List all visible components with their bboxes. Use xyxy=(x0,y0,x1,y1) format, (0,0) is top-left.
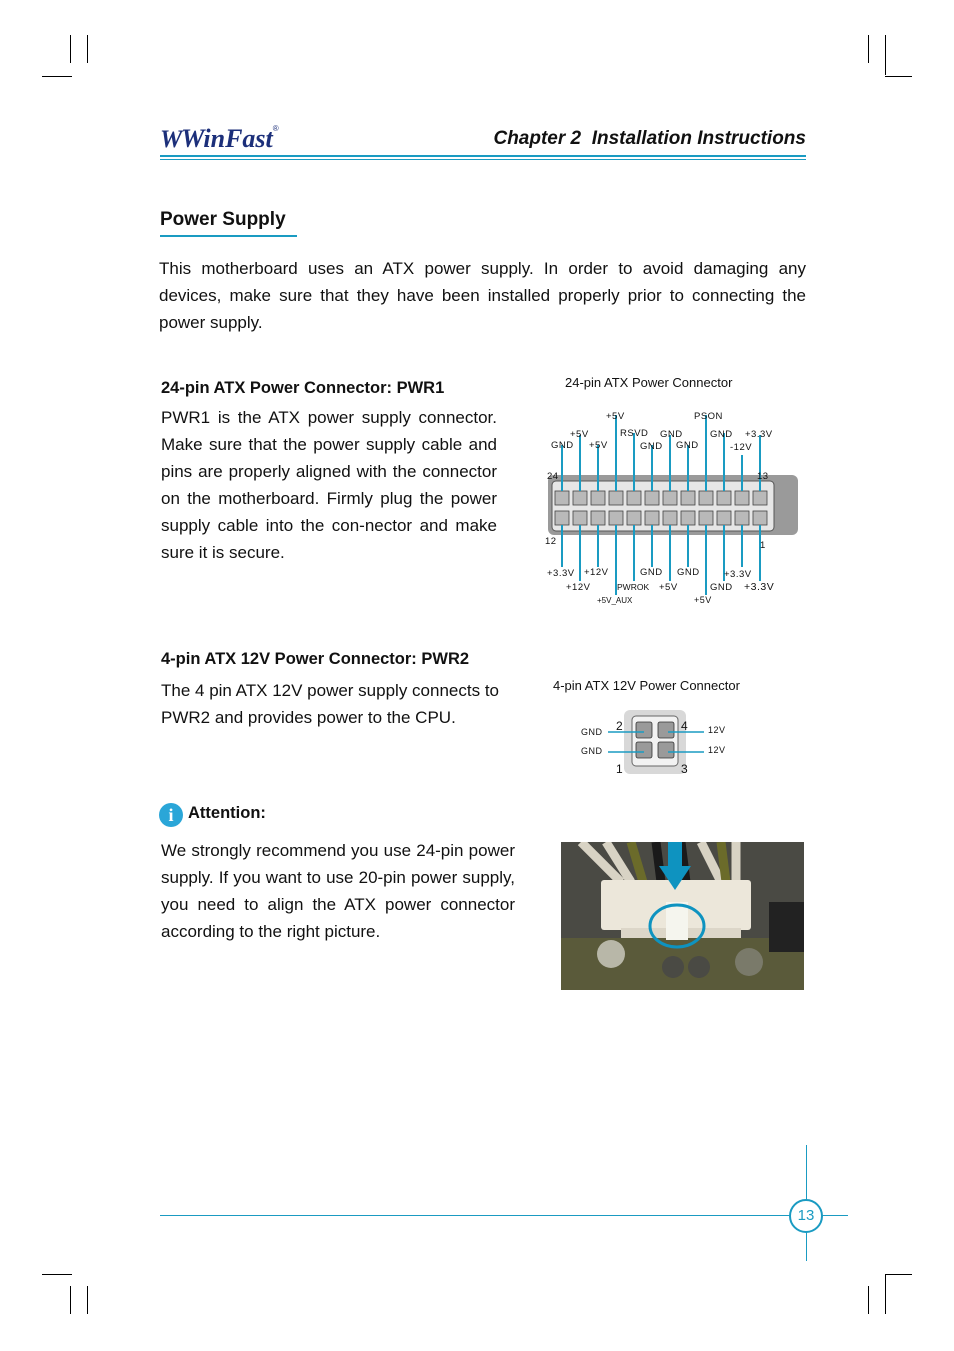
atx24-bottom-label: +12V xyxy=(584,567,609,578)
atx24-pin-24: 24 xyxy=(547,471,559,482)
atx24-pin-13: 13 xyxy=(757,471,769,482)
logo-mark: W xyxy=(160,126,182,153)
atx24-top-label: RSVD xyxy=(620,428,649,439)
pwr1-text: PWR1 is the ATX power supply connector. Make sure that the power supply cable and pins are properly aligned with the connector on the motherboard. Firmly plug the power supply cable into the con-nector and make sure it is secure. xyxy=(161,408,497,562)
atx4-pin-4: 4 xyxy=(681,719,688,733)
atx24-bottom-label: +5V_AUX xyxy=(597,596,633,605)
chapter-heading xyxy=(493,128,806,150)
atx24-bottom-label: +3.3V xyxy=(744,581,775,593)
chapter-number: Chapter 2 xyxy=(493,128,582,149)
atx24-bottom-label: +5V xyxy=(694,595,712,605)
header-rule-thin xyxy=(160,159,806,160)
atx4-left-label: GND xyxy=(581,727,603,737)
highlight-circle xyxy=(647,902,707,952)
atx24-pin-12: 12 xyxy=(545,536,557,547)
atx4-left-label: GND xyxy=(581,746,603,756)
pwr2-text: The 4 pin ATX 12V power supply connects to PWR2 and provides power to the CPU. xyxy=(161,681,499,727)
logo-text: WinFast xyxy=(181,124,273,153)
atx24-bottom-label: +3.3V xyxy=(547,568,575,579)
atx24-bottom-label: +3.3V xyxy=(724,569,752,580)
atx24-bottom-label: GND xyxy=(710,582,733,593)
footer-rule xyxy=(160,1215,848,1216)
intro-paragraph: This motherboard uses an ATX power supply. In order to avoid damaging any devices, make sure that they have been installed properly prior to connecting the power supply. xyxy=(159,259,806,332)
atx24-top-label: +5V xyxy=(589,440,608,451)
atx24-top-label: GND xyxy=(551,440,574,451)
atx24-top-label: PSON xyxy=(694,411,723,422)
atx24-top-label: +5V xyxy=(570,429,589,440)
attention-title: Attention: xyxy=(188,804,266,822)
atx24-caption: 24-pin ATX Power Connector xyxy=(565,375,733,390)
section-title-underline xyxy=(160,235,297,237)
atx24-bottom-label: +12V xyxy=(566,582,591,593)
arrow-down-icon xyxy=(657,842,693,892)
info-icon: i xyxy=(159,803,183,827)
atx24-bottom-label: GND xyxy=(640,567,663,578)
header-logo xyxy=(160,124,279,154)
atx24-bottom-label: PWROK xyxy=(617,582,650,592)
atx24-top-label: GND xyxy=(676,440,699,451)
section-title: Power Supply xyxy=(160,209,286,230)
atx4-pin-3: 3 xyxy=(681,762,688,776)
atx4-right-label: 12V xyxy=(708,725,726,735)
atx24-top-label: GND xyxy=(710,429,733,440)
logo-reg: ® xyxy=(272,124,279,133)
atx24-top-label: +3.3V xyxy=(745,429,773,440)
pwr1-title: 24-pin ATX Power Connector: PWR1 xyxy=(161,379,445,397)
atx24-top-label: GND xyxy=(640,441,663,452)
pwr2-title: 4-pin ATX 12V Power Connector: PWR2 xyxy=(161,650,470,668)
attention-text: We strongly recommend you use 24-pin power supply. If you want to use 20-pin power supply, you need to align the ATX power connector according to the right picture. xyxy=(161,841,515,941)
atx4-caption: 4-pin ATX 12V Power Connector xyxy=(553,678,740,693)
atx24-top-label: -12V xyxy=(730,442,753,453)
atx4-right-label: 12V xyxy=(708,745,726,755)
header-rule xyxy=(160,155,806,157)
atx24-bottom-label: +5V xyxy=(659,582,678,593)
atx24-top-label: +5V xyxy=(606,411,625,422)
atx24-top-label: GND xyxy=(660,429,683,440)
atx4-pin-2: 2 xyxy=(616,719,623,733)
atx24-bottom-label: GND xyxy=(677,567,700,578)
connector-photo xyxy=(561,842,804,990)
atx24-pin-1: 1 xyxy=(760,540,766,551)
atx4-pin-1: 1 xyxy=(616,762,623,776)
page-number: 13 xyxy=(789,1199,823,1233)
chapter-title: Installation Instructions xyxy=(591,128,806,149)
